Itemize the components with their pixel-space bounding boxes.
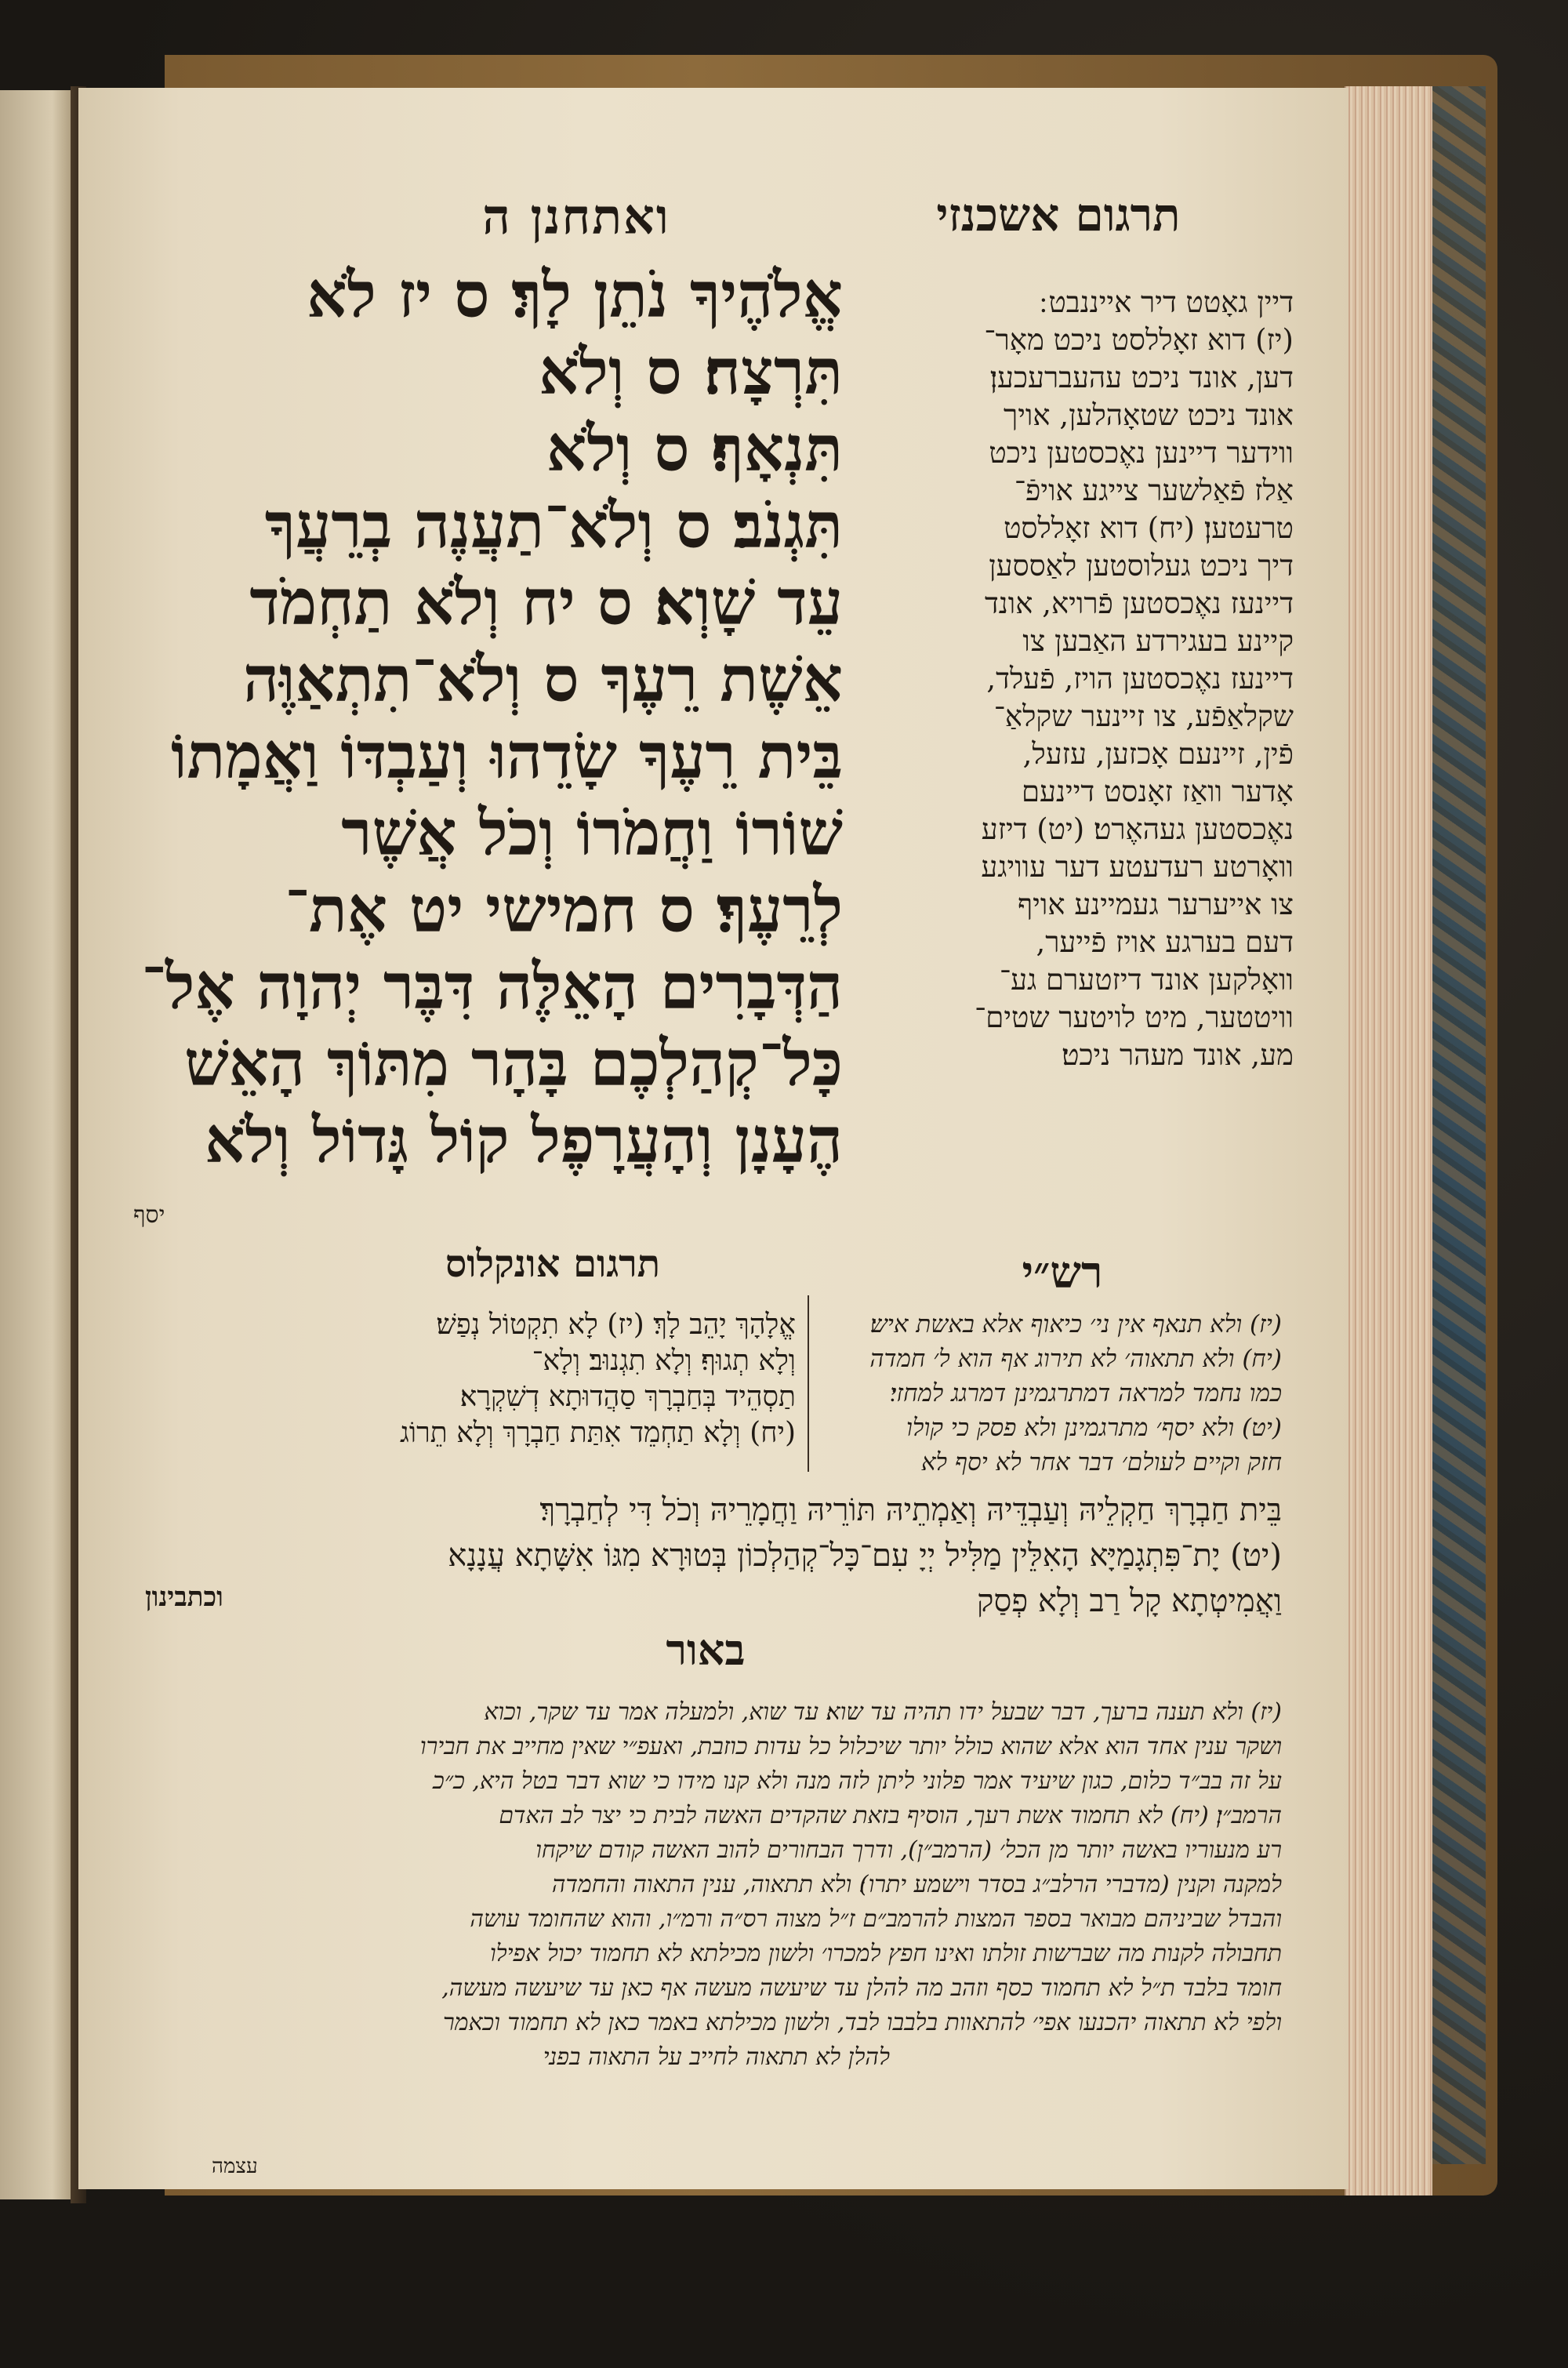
rashi-line: (יז) ולא תנאף אין ני׳ כיאוף אלא באשת איש׃ xyxy=(869,1310,1282,1338)
yiddish-line: ווידער דיינען נאֶכסטען ניכט xyxy=(989,436,1294,470)
facing-page xyxy=(0,90,74,2199)
onkelos-line: וְלָא תְגוּף׃ וְלָא תִגְנוּב׃ וְלָא־ xyxy=(532,1345,796,1377)
biur-line: למקנה וקנין (מדברי הרלב״ג בסדר וישמע יתרו)׃ ולא תתאוה, ענין התאוה והחמדה xyxy=(551,1871,1282,1898)
yiddish-line: שקלאַפֿע, צו זיינער שקלאַ־ xyxy=(993,699,1294,733)
onkelos-line: אֱלָהָךְ יָהֵב לָךְ׃ (יז) לָא תִקְטוֹל נְפַשׁ׃ xyxy=(436,1309,796,1341)
biur-commentary-block xyxy=(114,1695,1282,2075)
rashi-line: (יח) ולא תתאוה׳ לא תירוג אף הוא ל׳ חמדה xyxy=(869,1345,1282,1373)
torah-line: בֵּית רֵעֶךָ שָׂדֵהוּ וְעַבְדּוֹ וַאֲמָתוֹ xyxy=(171,719,843,793)
yiddish-translation-block xyxy=(855,284,1294,1074)
torah-line: לְרֵעֶךָ׃ ס חמישי יט אֶת־ xyxy=(285,873,843,946)
biur-line: על זה בב״ד כלום, כגון שיעיד אמר פלוני ליתן לזה מנה ולא קנו מידו כי שוא דבר בטל היא, כ״כ xyxy=(433,1767,1282,1795)
torah-line: הַדְּבָרִים הָאֵלֶּה דִּבֶּר יְהוָה אֶל־ xyxy=(141,950,843,1023)
page-fore-edge xyxy=(1345,86,1432,2195)
biur-line: להלן לא תתאוה לחייב על התאוה בפני xyxy=(543,2043,890,2071)
torah-catchword: יסף xyxy=(133,1201,165,1229)
onkelos-line: (יח) וְלָא תַחְמֵד אִתַּת חַבְרָךְ וְלָא תֵרוֹג xyxy=(400,1417,796,1449)
yiddish-line: טרעטען׃ (יח) דוא זאָללסט xyxy=(1004,511,1294,545)
onkelos-wide-line: (יט) יָת־פִּתְגָמַיָּא הָאִלֵּין מַלִּיל יְיָ עִם־כָּל־קְהַלְכוֹן בְּטוּרָא מִגּוֹ אִשָּׁתָא עֲנָנָא xyxy=(448,1538,1282,1574)
onkelos-heading: תרגום אונקלוס xyxy=(445,1242,661,1286)
yiddish-line: דיך ניכט געלוסטען לאַססען xyxy=(989,549,1294,583)
yiddish-line: דיינעז נאֶכסטען הויז, פֿעלד, xyxy=(986,662,1294,696)
torah-line: אֱלֹהֶיךָ נֹתֵן לָךְ׃ ס יז לֹא xyxy=(307,258,843,332)
biur-line: ושקר ענין אחד הוא אלא שהוא כולל יותר שיכלול כל עדות כוזבת, ואעפ״י שאין מחייב את חבירו xyxy=(419,1733,1282,1760)
yiddish-line: דעם בערגע אויז פֿייער, xyxy=(1036,925,1294,959)
torah-line: עֵד שָׁוְא׃ ס יח וְלֹא תַחְמֹד xyxy=(249,565,843,639)
biur-line: ולפי לא תתאוה יהכנעו אפי׳ להתאוות בלבבו לבד, ולשון מכילתא באמר כאן לא תחמוד וכאמר xyxy=(443,2009,1282,2036)
torah-line: הֶעָנָן וְהָעֲרָפֶל קוֹל גָּדוֹל וְלֹא xyxy=(205,1103,843,1177)
torah-line: כָּל־קְהַלְכֶם בָּהָר מִתּוֹךְ הָאֵשׁ xyxy=(184,1026,843,1100)
rashi-line: כמו נחמד למראה דמתרגמינן דמרגג למחזי׃ xyxy=(890,1379,1282,1407)
yiddish-line: וואָרטע רעדעטע דער עוויגע xyxy=(981,850,1294,884)
rashi-heading: רש״י xyxy=(1022,1247,1103,1298)
biur-line: (יז) ולא תענה ברעך, דבר שבעל ידו תהיה עד שוא׃ עד שוא, ולמעלה אמר עד שקר, וכוא xyxy=(484,1698,1282,1726)
onkelos-wide-line: וַאֲמִיטְתָא קָל רַב וְלָא פְסַק xyxy=(977,1583,1282,1619)
column-divider xyxy=(808,1295,809,1472)
biur-heading: באור xyxy=(666,1625,746,1675)
rashi-line: חזק וקיים לעולם׳ דבר אחר לא יסף לא xyxy=(920,1448,1282,1476)
onkelos-line: תַסְהֵיד בְּחַבְרָךְ סַהֲדוּתָא דְשִׁקְרָא׃ xyxy=(459,1381,796,1413)
yiddish-line: דיין גאָטט דיר אייננבט ׃ xyxy=(1039,285,1294,319)
biur-line: תחבולה לקנות מה שברשות זולתו ואינו חפץ למכרו׳ ולשון מכילתא לא תחמוד יכול אפילו xyxy=(489,1940,1282,1967)
rashi-commentary-block xyxy=(823,1307,1282,1480)
yiddish-line: מע, אונד מעהר ניכט׃ xyxy=(1062,1038,1294,1072)
torah-line: תִּנְאָף׃ ס וְלֹא xyxy=(546,412,843,485)
torah-line: תִּרְצָח׃ ס וְלֹא xyxy=(539,335,843,409)
yiddish-line: דיינעז נאֶכסטען פֿרויא, אונד xyxy=(984,587,1294,620)
yiddish-line: צו אייערער געמיינע אויף xyxy=(1018,888,1294,921)
yiddish-line: פֿין, זיינעם אָכזען, עזעל, xyxy=(1022,737,1294,771)
rashi-line: (יט) ולא יסף׳ מתרגמינן ולא פסק כי קולו xyxy=(906,1414,1282,1442)
running-head-translation: תרגום אשכנזי xyxy=(936,188,1181,242)
biur-line: והבדל שביניהם מבואר בספר המצות להרמב״ם ז״ל מצוה רס״ה ורמ״ו, והוא שהחומד עושה xyxy=(470,1905,1282,1933)
yiddish-line: וויטטער, מיט לויטער שטים־ xyxy=(975,1001,1294,1034)
yiddish-line: אַלז פֿאַלשער צייגע אויפֿ־ xyxy=(1014,474,1294,507)
onkelos-wide-line: בֵּית חַבְרָךְ חַקְלֵיהּ וְעַבְדֵּיהּ וְאַמְתֵיהּ תּוֹרֵיהּ וַחֲמָרֵיהּ וְכֹל דִּי לְחַבְרָךְ׃ xyxy=(539,1492,1282,1528)
yiddish-line: (יז) דוא זאָללסט ניכט מאָר־ xyxy=(984,323,1294,357)
yiddish-line: וואָלקען אונד דיזטערם גע־ xyxy=(999,963,1294,997)
onkelos-continuation-block xyxy=(122,1487,1282,1624)
yiddish-line: דען, אונד ניכט עהעברעכען׃ xyxy=(989,361,1294,394)
torah-text-block xyxy=(94,256,843,1179)
onkelos-block xyxy=(102,1307,796,1451)
yiddish-line: נאֶכסטען געהאֶרט׃ (יט) דיזע xyxy=(981,812,1294,846)
biur-line: הרמב״ן׃ (יח) לא תחמוד אשת רעך, הוסיף בזאת שהקדים האשה לבית כי יצר לב האדם xyxy=(499,1802,1282,1829)
yiddish-line: אָדער וואַז זאָנסט דיינעם xyxy=(1021,775,1294,808)
torah-line: אֵשֶׁת רֵעֶךָ ס וְלֹא־תִתְאַוֶּה xyxy=(242,642,843,716)
running-head-parasha: ואתחנן ה xyxy=(482,188,670,245)
yiddish-line: קיינע בעגירדע האַבען צו xyxy=(1022,624,1294,658)
yiddish-line: אונד ניכט שטאָהלען, אויך xyxy=(1004,398,1294,432)
book-page xyxy=(78,88,1348,2189)
biur-line: חומד בלבד ת״ל לא תחמוד כסף וזהב מה להלן עד שיעשה מעשה אף כאן עד שיעשה מעשה, xyxy=(441,1974,1282,2002)
torah-line: שׁוֹרוֹ וַחֲמֹרוֹ וְכֹל אֲשֶׁר xyxy=(341,796,843,870)
onkelos-catchword: וכתבינון xyxy=(145,1582,223,1613)
biur-line: רע מנעוריו באשה יותר מן הכל׳ (הרמב״ן), ודרך הבחורים להוב האשה קודם שיקחו xyxy=(535,1836,1282,1864)
torah-line: תִּגְנֹב׃ ס וְלֹא־תַעֲנֶה בְרֵעֲךָ xyxy=(264,488,843,562)
biur-catchword: עצמה xyxy=(212,2155,258,2178)
